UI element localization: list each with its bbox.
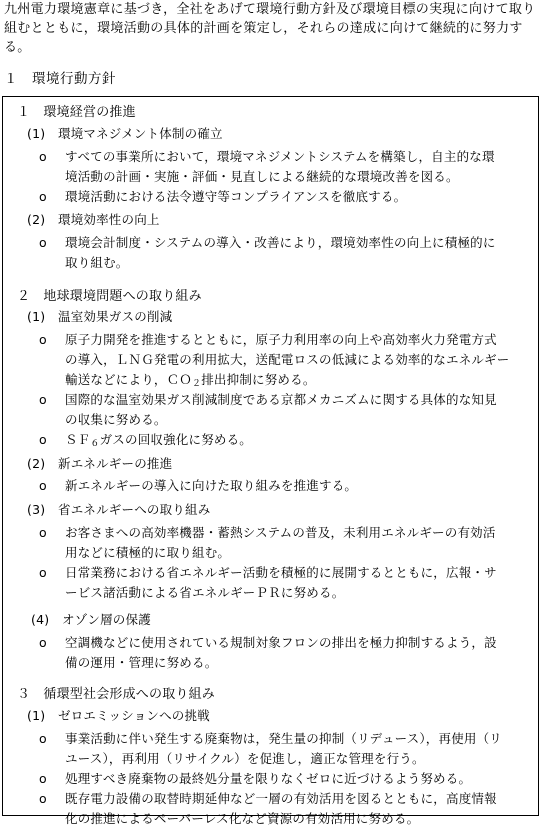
bullet-icon: o — [39, 189, 47, 204]
bullet-item: o 空調機などに使用されている規制対象フロンの排出を極力抑制するよう，設 — [39, 633, 497, 653]
subsection-title-1-1: (1) 環境マネジメント体制の確立 — [27, 126, 223, 141]
bullet-icon: o — [39, 731, 47, 746]
section-title-2: ２ 地球環境問題への取り組み — [17, 289, 202, 304]
bullet-icon: o — [39, 771, 47, 786]
bullet-continuation: 化の推進によるペーパーレス化など資源の有効活用に努める。 — [65, 811, 420, 826]
section-title-3: ３ 循環型社会形成への取り組み — [17, 687, 216, 702]
bullet-item: o 環境会計制度・システムの導入・改善により，環境効率性の向上に積極的に — [39, 233, 496, 253]
bullet-item: o 環境活動における法令遵守等コンプライアンスを徹底する。 — [39, 187, 406, 207]
bullet-icon: o — [39, 392, 47, 407]
bullet-continuation: 備の運用・管理に努める。 — [65, 655, 218, 670]
subsection-title-2-1: (1) 温室効果ガスの削減 — [27, 309, 173, 324]
bullet-icon: o — [39, 432, 47, 447]
bullet-item: o 新エネルギーの導入に向けた取り組みを推進する。 — [39, 476, 357, 496]
subsection-title-3-1: (1) ゼロエミッションへの挑戦 — [27, 708, 210, 723]
subsection-title-2-3: (3) 省エネルギーへの取り組み — [27, 502, 211, 517]
bullet-item: o 日常業務における省エネルギー活動を積極的に展開するとともに，広報・サ — [39, 563, 497, 583]
bullet-item: o 処理すべき廃棄物の最終処分量を限りなくゼロに近づけるよう努める。 — [39, 769, 471, 789]
subsection-title-1-2: (2) 環境効率性の向上 — [27, 212, 160, 227]
bullet-icon: o — [39, 791, 47, 806]
bullet-item: o すべての事業所において，環境マネジメントシステムを構築し，自主的な環 — [39, 147, 495, 167]
bullet-item: o 事業活動に伴い発生する廃棄物は，発生量の抑制（リデュース），再使用（リ — [39, 729, 502, 749]
subsection-title-2-2: (2) 新エネルギーの推進 — [27, 456, 173, 471]
section-title-1: １ 環境経営の推進 — [17, 105, 136, 120]
bullet-item: o ＳＦ$_6$ガスの回収強化に努める。 — [39, 432, 253, 449]
bullet-continuation: ービス諸活動による省エネルギーＰＲに努める。 — [65, 585, 345, 600]
section-heading: １ 環境行動方針 — [4, 71, 116, 87]
subscript-2: ２ — [192, 379, 202, 389]
bullet-continuation: 取り組む。 — [65, 255, 129, 270]
subsection-title-2-4: (4) オゾン層の保護 — [31, 612, 151, 627]
bullet-item: o 既存電力設備の取替時期延伸など一層の有効活用を図るとともに，高度情報 — [39, 789, 497, 809]
bullet-continuation: の収集に努める。 — [65, 412, 167, 427]
bullet-icon: o — [39, 525, 47, 540]
bullet-continuation: 用などに積極的に取り組む。 — [65, 545, 231, 560]
bullet-icon: o — [39, 332, 47, 347]
bullet-icon: o — [39, 235, 47, 250]
bullet-item: o 国際的な温室効果ガス削減制度である京都メカニズムに関する具体的な知見 — [39, 390, 497, 410]
bullet-icon: o — [39, 478, 47, 493]
policy-box — [2, 96, 539, 826]
bullet-icon: o — [39, 149, 47, 164]
bullet-item: o お客さまへの高効率機器・蓄熱システムの普及，未利用エネルギーの有効活 — [39, 523, 496, 543]
bullet-continuation: の導入，ＬＮＧ発電の利用拡大，送配電ロスの低減による効率的なエネルギー — [65, 352, 510, 367]
bullet-icon: o — [39, 565, 47, 580]
bullet-icon: o — [39, 635, 47, 650]
subscript-6: ６ — [90, 439, 100, 449]
bullet-continuation: 輸送などにより，ＣＯ$_2$排出抑制に努める。 — [65, 372, 316, 389]
intro-paragraph: 九州電力環境憲章に基づき，全社をあげて環境行動方針及び環境目標の実現に向けて取り組むとともに，環境活動の具体的計画を策定し，それらの達成に向けて継続的に努力する。 — [4, 2, 536, 55]
bullet-continuation: 境活動の計画・実施・評価・見直しによる継続的な環境改善を図る。 — [65, 169, 459, 184]
bullet-item: o 原子力開発を推進するとともに，原子力利用率の向上や高効率火力発電方式 — [39, 330, 497, 350]
bullet-continuation: ユース），再利用（リサイクル）を促進し，適正な管理を行う。 — [65, 751, 425, 766]
